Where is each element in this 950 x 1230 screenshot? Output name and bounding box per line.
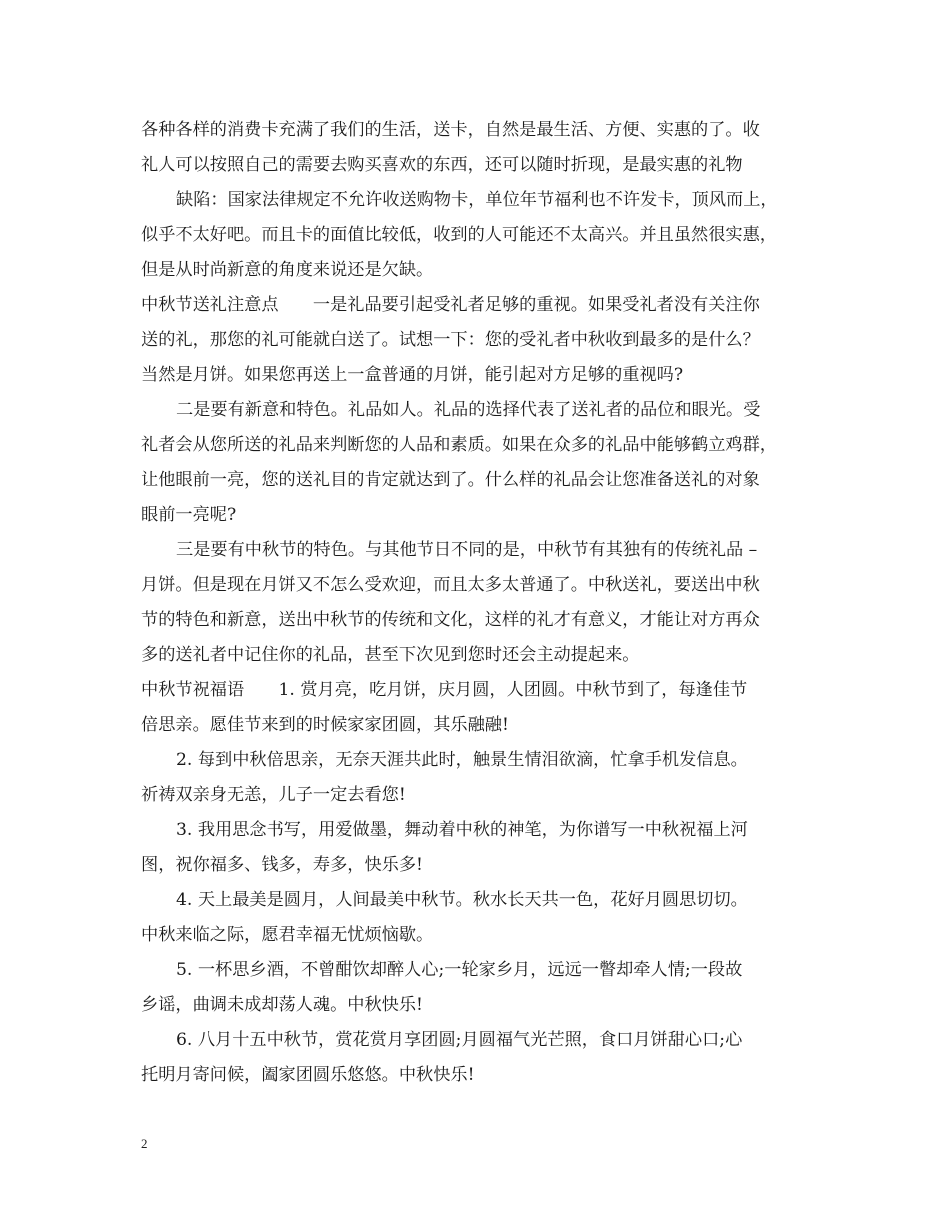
text-line: 6. 八月十五中秋节，赏花赏月享团圆;月圆福气光芒照，食口月饼甜心口;心 xyxy=(176,1030,743,1050)
text-line: 送的礼，那您的礼可能就白送了。试想一下：您的受礼者中秋收到最多的是什么？ xyxy=(141,330,760,350)
text-line: 眼前一亮呢? xyxy=(141,505,237,525)
text-line: 让他眼前一亮，您的送礼目的肯定就达到了。什么样的礼品会让您准备送礼的对象 xyxy=(141,470,760,490)
text-line: 礼人可以按照自己的需要去购买喜欢的东西，还可以随时折现，是最实惠的礼物 xyxy=(141,155,743,175)
text-line: 中秋来临之际，愿君幸福无忧烦恼歇。 xyxy=(141,925,434,945)
page-number: 2 xyxy=(141,1136,148,1151)
text-line: 似乎不太好吧。而且卡的面值比较低，收到的人可能还不太高兴。并且虽然很实惠， xyxy=(141,225,777,245)
section-heading-line: 中秋节送礼注意点 一是礼品要引起受礼者足够的重视。如果受礼者没有关注你 xyxy=(141,295,760,315)
text-line: 多的送礼者中记住你的礼品，甚至下次见到您时还会主动提起来。 xyxy=(141,645,640,665)
text-line: 当然是月饼。如果您再送上一盒普通的月饼，能引起对方足够的重视吗? xyxy=(141,365,684,385)
text-line: 缺陷：国家法律规定不允许收送购物卡，单位年节福利也不许发卡，顶风而上， xyxy=(176,190,778,210)
text-line: 但是从时尚新意的角度来说还是欠缺。 xyxy=(141,260,434,280)
text-line: 图，祝你福多、钱多，寿多，快乐多! xyxy=(141,855,423,875)
text-line: 礼者会从您所送的礼品来判断您的人品和素质。如果在众多的礼品中能够鹤立鸡群， xyxy=(141,435,777,455)
text-line: 三是要有中秋节的特色。与其他节日不同的是，中秋节有其独有的传统礼品 – xyxy=(176,540,758,560)
text-line: 3. 我用思念书写，用爱做墨，舞动着中秋的神笔，为你谱写一中秋祝福上河 xyxy=(176,820,748,840)
text-line: 月饼。但是现在月饼又不怎么受欢迎，而且太多太普通了。中秋送礼，要送出中秋 xyxy=(141,575,760,595)
text-line: 二是要有新意和特色。礼品如人。礼品的选择代表了送礼者的品位和眼光。受 xyxy=(176,400,761,420)
text-line: 节的特色和新意，送出中秋节的传统和文化，这样的礼才有意义，才能让对方再众 xyxy=(141,610,760,630)
text-line: 乡谣，曲调未成却荡人魂。中秋快乐! xyxy=(141,995,423,1015)
text-line: 5. 一杯思乡酒，不曾酣饮却醉人心;一轮家乡月，远远一瞥却牵人情;一段故 xyxy=(176,960,743,980)
section-heading-line: 中秋节祝福语 1. 赏月亮，吃月饼，庆月圆，人团圆。中秋节到了，每逢佳节 xyxy=(141,680,748,700)
text-line: 4. 天上最美是圆月，人间最美中秋节。秋水长天共一色，花好月圆思切切。 xyxy=(176,890,748,910)
text-line: 2. 每到中秋倍思亲，无奈天涯共此时，触景生情泪欲滴，忙拿手机发信息。 xyxy=(176,750,748,770)
text-line: 祈祷双亲身无恙，儿子一定去看您! xyxy=(141,785,406,805)
text-line: 各种各样的消费卡充满了我们的生活，送卡，自然是最生活、方便、实惠的了。收 xyxy=(141,120,760,140)
text-line: 托明月寄问候，阖家团圆乐悠悠。中秋快乐! xyxy=(141,1065,475,1085)
text-line: 倍思亲。愿佳节来到的时候家家团圆，其乐融融! xyxy=(141,715,509,735)
